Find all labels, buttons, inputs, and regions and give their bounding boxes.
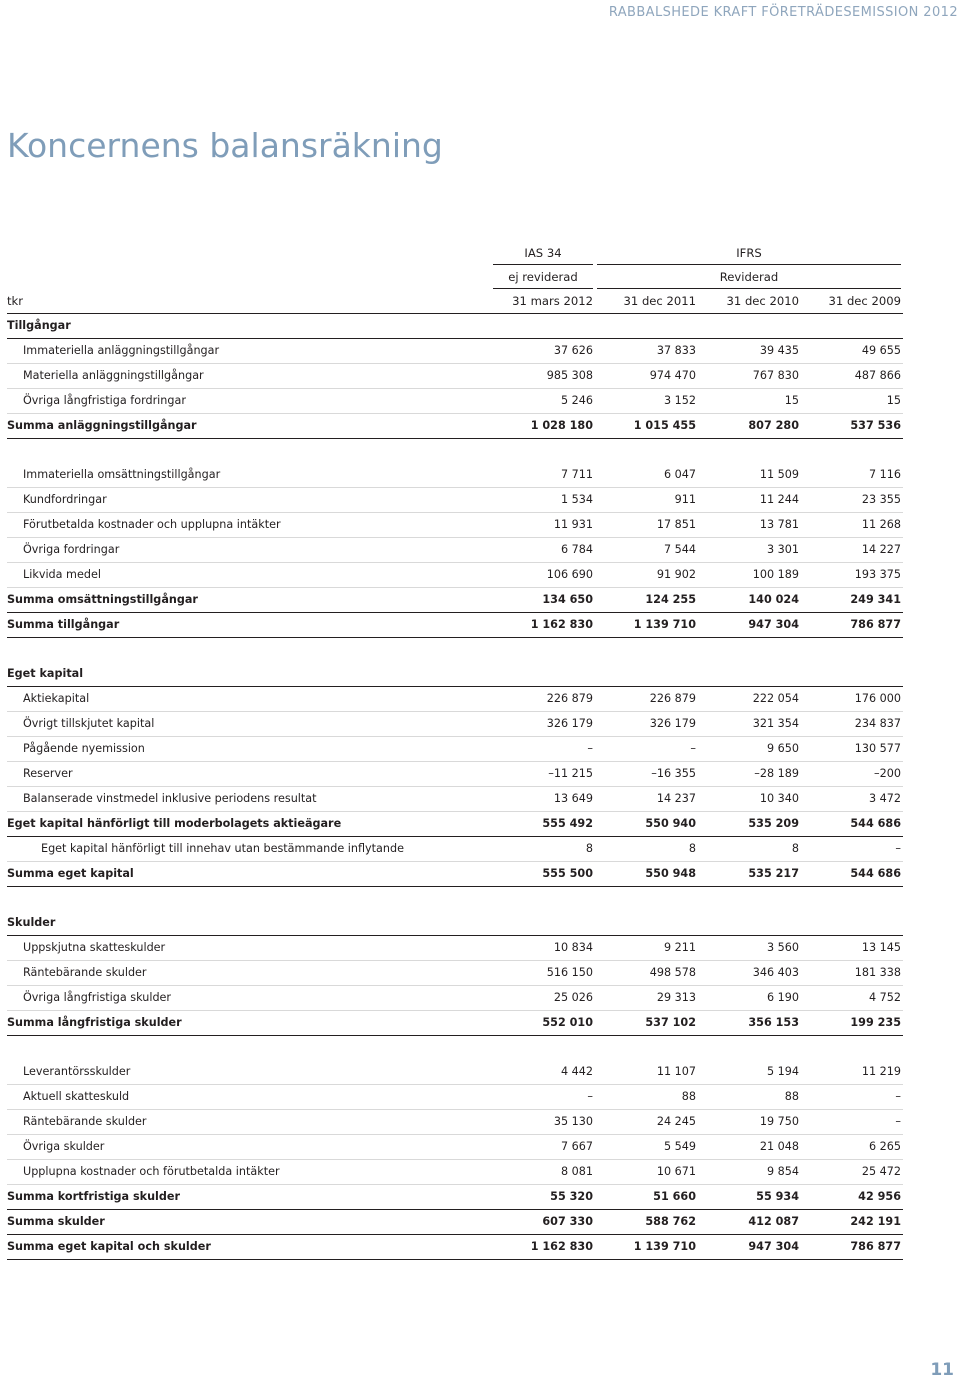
- table-row: [7, 762, 903, 787]
- value-cell: 9 211: [663, 941, 696, 954]
- value-cell: 498 578: [649, 966, 696, 979]
- date-header-col-4: 31 dec 2009: [828, 294, 901, 308]
- header-brand: RABBALSHEDE KRAFT FÖRETRÄDESEMISSION 2012: [608, 5, 958, 20]
- row-label: Eget kapital hänförligt till innehav utan bestämmande inflytande: [41, 842, 404, 855]
- total-row: [7, 1235, 903, 1260]
- value-cell: 11 219: [861, 1065, 901, 1078]
- value-cell: 11 244: [759, 493, 799, 506]
- table-row: [7, 961, 903, 986]
- table-row: [7, 1060, 903, 1085]
- value-cell: 11 107: [656, 1065, 696, 1078]
- spacer-row: [7, 638, 903, 662]
- row-label: Räntebärande skulder: [23, 966, 147, 979]
- value-cell: 5 246: [560, 394, 593, 407]
- value-cell: 3 301: [766, 543, 799, 556]
- value-cell: 550 940: [645, 817, 696, 830]
- value-cell: 4 442: [560, 1065, 593, 1078]
- row-label: Övrigt tillskjutet kapital: [23, 717, 155, 730]
- table-row: [7, 463, 903, 488]
- row-label: Eget kapital hänförligt till moderbolagets aktieägare: [7, 817, 342, 830]
- table-row: [7, 1135, 903, 1160]
- row-label: Övriga långfristiga fordringar: [23, 394, 186, 407]
- value-cell: 49 655: [861, 344, 901, 357]
- date-header-col-2: 31 dec 2011: [623, 294, 696, 308]
- value-cell: 181 338: [854, 966, 901, 979]
- value-cell: –11 215: [548, 767, 593, 780]
- total-row: [7, 862, 903, 887]
- value-cell: –: [690, 742, 696, 755]
- value-cell: 346 403: [752, 966, 799, 979]
- value-cell: 487 866: [854, 369, 901, 382]
- value-cell: 326 179: [546, 717, 593, 730]
- value-cell: 321 354: [752, 717, 799, 730]
- value-cell: –: [587, 742, 593, 755]
- value-cell: –: [895, 842, 901, 855]
- table-row: [7, 364, 903, 389]
- value-cell: 786 877: [850, 618, 901, 631]
- value-cell: 544 686: [850, 867, 901, 880]
- value-cell: 15: [886, 394, 901, 407]
- table-row: [7, 488, 903, 513]
- total-row: [7, 1185, 903, 1210]
- total-row: [7, 613, 903, 638]
- value-cell: 552 010: [542, 1016, 593, 1029]
- ias-standard-label: IAS 34: [524, 246, 562, 260]
- value-cell: 124 255: [645, 593, 696, 606]
- value-cell: 19 750: [759, 1115, 799, 1128]
- row-label: Tillgångar: [7, 319, 71, 332]
- row-label: Eget kapital: [7, 667, 84, 680]
- value-cell: 10 834: [553, 941, 593, 954]
- value-cell: 947 304: [748, 1240, 799, 1253]
- value-cell: 326 179: [649, 717, 696, 730]
- row-label: Aktiekapital: [23, 692, 90, 705]
- row-label: Övriga långfristiga skulder: [23, 991, 172, 1004]
- value-cell: 1 162 830: [530, 1240, 593, 1253]
- row-label: Summa långfristiga skulder: [7, 1016, 182, 1029]
- value-cell: 7 667: [560, 1140, 593, 1153]
- row-label: Reserver: [23, 767, 73, 780]
- table-body: [7, 314, 903, 1260]
- table-row: [7, 712, 903, 737]
- value-cell: 3 560: [766, 941, 799, 954]
- table-row: [7, 538, 903, 563]
- row-label: Likvida medel: [23, 568, 101, 581]
- row-label: Immateriella anläggningstillgångar: [23, 344, 220, 357]
- value-cell: 1 015 455: [633, 419, 696, 432]
- row-label: Summa tillgångar: [7, 618, 120, 631]
- row-label: Balanserade vinstmedel inklusive periodens resultat: [23, 792, 317, 805]
- row-label: Övriga fordringar: [23, 543, 120, 556]
- value-cell: 13 145: [861, 941, 901, 954]
- value-cell: 226 879: [649, 692, 696, 705]
- value-cell: 134 650: [542, 593, 593, 606]
- table-row: [7, 986, 903, 1011]
- spacer-row: [7, 887, 903, 911]
- value-cell: 176 000: [854, 692, 901, 705]
- value-cell: –: [587, 1090, 593, 1103]
- value-cell: 516 150: [546, 966, 593, 979]
- value-cell: 3 472: [868, 792, 901, 805]
- value-cell: 25 472: [861, 1165, 901, 1178]
- value-cell: 130 577: [854, 742, 901, 755]
- value-cell: 100 189: [752, 568, 799, 581]
- value-cell: 17 851: [656, 518, 696, 531]
- value-cell: 7 116: [868, 468, 901, 481]
- value-cell: 106 690: [546, 568, 593, 581]
- row-label: Summa eget kapital och skulder: [7, 1240, 211, 1253]
- value-cell: 767 830: [752, 369, 799, 382]
- value-cell: 21 048: [759, 1140, 799, 1153]
- value-cell: 226 879: [546, 692, 593, 705]
- value-cell: 356 153: [748, 1016, 799, 1029]
- row-label: Summa kortfristiga skulder: [7, 1190, 180, 1203]
- table-row: [7, 787, 903, 812]
- section-heading-row: [7, 662, 903, 687]
- total-row: [7, 414, 903, 439]
- value-cell: 42 956: [858, 1190, 901, 1203]
- value-cell: 24 245: [656, 1115, 696, 1128]
- value-cell: 1 534: [560, 493, 593, 506]
- row-label: Leverantörsskulder: [23, 1065, 131, 1078]
- date-header-col-1: 31 mars 2012: [512, 294, 593, 308]
- value-cell: 9 854: [766, 1165, 799, 1178]
- ifrs-standard-label: IFRS: [736, 246, 762, 260]
- total-row: [7, 588, 903, 613]
- table-row: [7, 513, 903, 538]
- row-label: Övriga skulder: [23, 1140, 105, 1153]
- value-cell: 1 139 710: [633, 1240, 696, 1253]
- value-cell: –200: [874, 767, 901, 780]
- ias-audit-label: ej reviderad: [508, 270, 578, 284]
- row-label: Aktuell skatteskuld: [23, 1090, 130, 1103]
- row-label: Summa eget kapital: [7, 867, 134, 880]
- value-cell: 535 209: [748, 817, 799, 830]
- value-cell: 5 549: [663, 1140, 696, 1153]
- value-cell: 544 686: [850, 817, 901, 830]
- value-cell: 88: [784, 1090, 799, 1103]
- value-cell: 55 934: [756, 1190, 799, 1203]
- value-cell: 234 837: [854, 717, 901, 730]
- table-row: [7, 837, 903, 862]
- value-cell: –28 189: [754, 767, 799, 780]
- value-cell: 51 660: [653, 1190, 696, 1203]
- value-cell: 8: [791, 842, 799, 855]
- table-row: [7, 563, 903, 588]
- balance-sheet-table: [7, 241, 903, 1260]
- value-cell: 222 054: [752, 692, 799, 705]
- spacer-row: [7, 1036, 903, 1060]
- value-cell: 8 081: [560, 1165, 593, 1178]
- value-cell: 3 152: [663, 394, 696, 407]
- table-row: [7, 1160, 903, 1185]
- value-cell: 607 330: [542, 1215, 593, 1228]
- value-cell: 535 217: [748, 867, 799, 880]
- value-cell: 88: [681, 1090, 696, 1103]
- value-cell: 37 626: [553, 344, 593, 357]
- value-cell: 242 191: [850, 1215, 901, 1228]
- table-row: [7, 687, 903, 712]
- total-row: [7, 812, 903, 837]
- row-label: Summa anläggningstillgångar: [7, 419, 197, 432]
- value-cell: 29 313: [656, 991, 696, 1004]
- row-label: Upplupna kostnader och förutbetalda intäkter: [23, 1165, 280, 1178]
- value-cell: 10 671: [656, 1165, 696, 1178]
- section-heading-row: [7, 911, 903, 936]
- value-cell: 5 194: [766, 1065, 799, 1078]
- date-header-col-3: 31 dec 2010: [726, 294, 799, 308]
- total-row: [7, 1210, 903, 1235]
- row-label: Kundfordringar: [23, 493, 107, 506]
- value-cell: 193 375: [854, 568, 901, 581]
- unit-label: tkr: [7, 294, 24, 308]
- value-cell: 7 544: [663, 543, 696, 556]
- value-cell: 588 762: [645, 1215, 696, 1228]
- value-cell: 537 536: [850, 419, 901, 432]
- total-row: [7, 1011, 903, 1036]
- row-label: Räntebärande skulder: [23, 1115, 147, 1128]
- value-cell: 6 784: [560, 543, 593, 556]
- value-cell: 786 877: [850, 1240, 901, 1253]
- page-title: Koncernens balansräkning: [7, 126, 443, 165]
- section-heading-row: [7, 314, 903, 339]
- value-cell: 13 649: [553, 792, 593, 805]
- value-cell: 6 265: [868, 1140, 901, 1153]
- value-cell: 199 235: [850, 1016, 901, 1029]
- value-cell: 947 304: [748, 618, 799, 631]
- row-label: Summa omsättningstillgångar: [7, 593, 198, 606]
- row-label: Pågående nyemission: [23, 742, 145, 755]
- value-cell: 911: [674, 493, 696, 506]
- value-cell: 10 340: [759, 792, 799, 805]
- value-cell: 1 139 710: [633, 618, 696, 631]
- table-row: [7, 737, 903, 762]
- value-cell: 14 237: [656, 792, 696, 805]
- value-cell: 4 752: [868, 991, 901, 1004]
- value-cell: 550 948: [645, 867, 696, 880]
- value-cell: 15: [784, 394, 799, 407]
- standard-header-row: [7, 241, 903, 265]
- table-row: [7, 339, 903, 364]
- value-cell: 91 902: [656, 568, 696, 581]
- value-cell: 555 492: [542, 817, 593, 830]
- value-cell: 974 470: [649, 369, 696, 382]
- value-cell: 1 028 180: [530, 419, 593, 432]
- value-cell: 555 500: [542, 867, 593, 880]
- value-cell: –16 355: [651, 767, 696, 780]
- table-row: [7, 1085, 903, 1110]
- value-cell: 11 509: [759, 468, 799, 481]
- value-cell: 985 308: [546, 369, 593, 382]
- value-cell: 807 280: [748, 419, 799, 432]
- value-cell: 6 190: [766, 991, 799, 1004]
- value-cell: –: [895, 1115, 901, 1128]
- table-row: [7, 1110, 903, 1135]
- page-number: 11: [930, 1360, 954, 1380]
- value-cell: 412 087: [748, 1215, 799, 1228]
- value-cell: 7 711: [560, 468, 593, 481]
- audit-header-row: [7, 265, 903, 289]
- value-cell: 1 162 830: [530, 618, 593, 631]
- value-cell: 35 130: [553, 1115, 593, 1128]
- value-cell: 37 833: [656, 344, 696, 357]
- table-row: [7, 389, 903, 414]
- table-row: [7, 936, 903, 961]
- spacer-row: [7, 439, 903, 463]
- value-cell: 140 024: [748, 593, 799, 606]
- value-cell: 11 931: [553, 518, 593, 531]
- value-cell: 537 102: [645, 1016, 696, 1029]
- value-cell: 9 650: [766, 742, 799, 755]
- value-cell: 39 435: [759, 344, 799, 357]
- value-cell: 23 355: [861, 493, 901, 506]
- value-cell: 13 781: [759, 518, 799, 531]
- row-label: Förutbetalda kostnader och upplupna intäkter: [23, 518, 281, 531]
- row-label: Immateriella omsättningstillgångar: [23, 468, 221, 481]
- value-cell: 8: [585, 842, 593, 855]
- row-label: Uppskjutna skatteskulder: [23, 941, 166, 954]
- value-cell: 55 320: [550, 1190, 593, 1203]
- value-cell: 249 341: [850, 593, 901, 606]
- row-label: Summa skulder: [7, 1215, 105, 1228]
- row-label: Materiella anläggningstillgångar: [23, 369, 204, 382]
- value-cell: 6 047: [663, 468, 696, 481]
- value-cell: 8: [688, 842, 696, 855]
- ifrs-audit-label: Reviderad: [719, 270, 779, 284]
- date-header-row: [7, 289, 903, 314]
- value-cell: 14 227: [861, 543, 901, 556]
- value-cell: 25 026: [553, 991, 593, 1004]
- row-label: Skulder: [7, 916, 56, 929]
- value-cell: –: [895, 1090, 901, 1103]
- value-cell: 11 268: [861, 518, 901, 531]
